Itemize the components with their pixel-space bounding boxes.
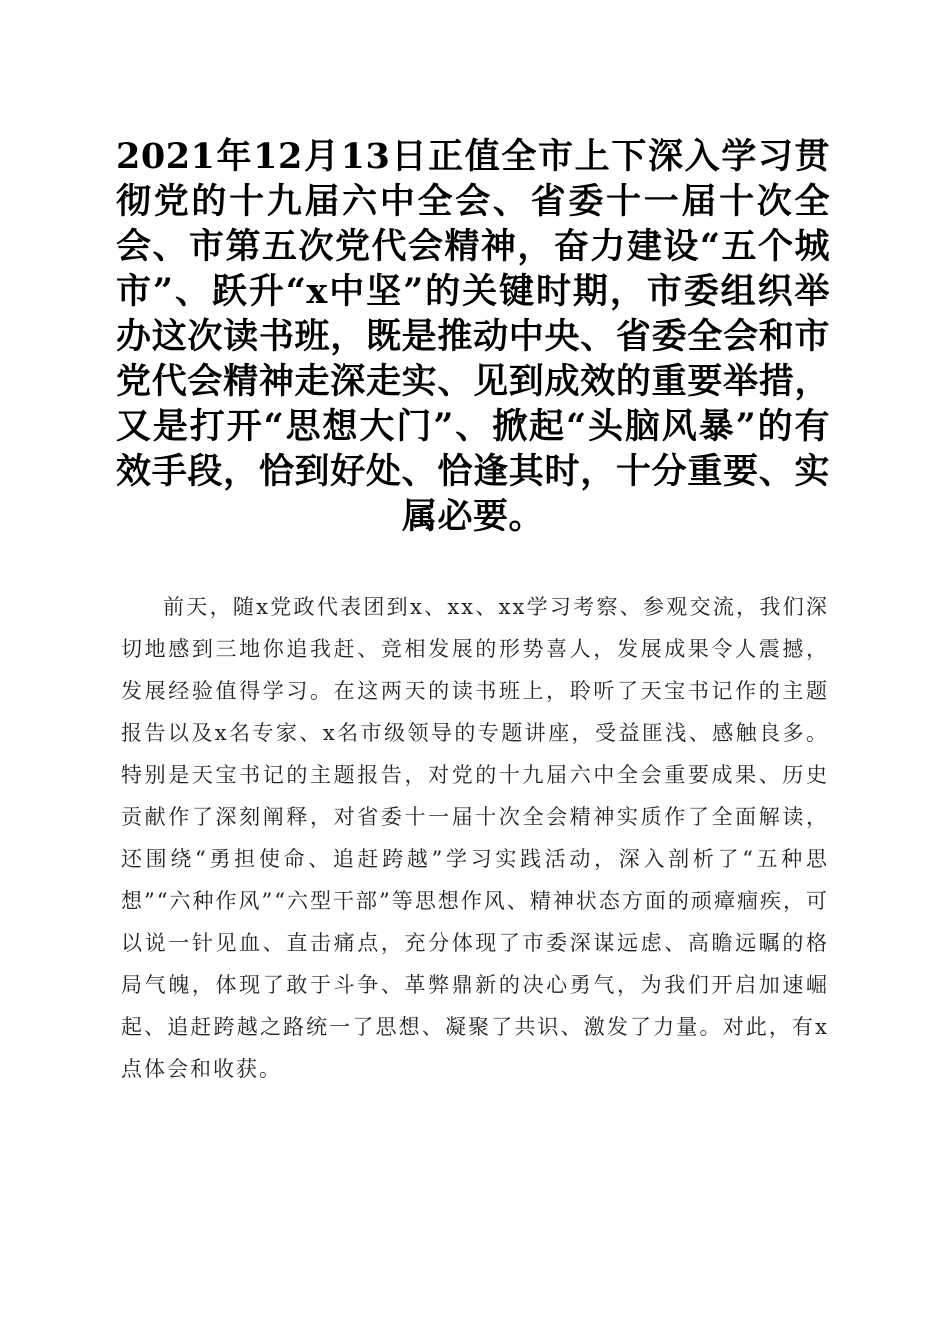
document-title: 2021年12月13日正值全市上下深入学习贯彻党的十九届六中全会、省委十一届十次全会、市第五次党代会精神，奋力建设“五个城市”、跃升“x中坚”的关键时期，市委组织举办这次读书班，既是推动中央、省委全会和市党代会精神走深走实、见到成效的重要举措，又是打开“思想大门”、掀起“头脑风暴”的有效手段，恰到好处、恰逢其时，十分重要、实属必要。 — [116, 136, 830, 537]
body-paragraph: 前天，随x党政代表团到x、xx、xx学习考察、参观交流，我们深切地感到三地你追我赶、竞相发展的形势喜人，发展成果令人震撼，发展经验值得学习。在这两天的读书班上，聆听了天宝书记作的主题报告以及x名专家、x名市级领导的专题讲座，受益匪浅、感触良多。特别是天宝书记的主题报告，对党的十九届六中全会重要成果、历史贡献作了深刻阐释，对省委十一届十次全会精神实质作了全面解读，还围绕“勇担使命、追赶跨越”学习实践活动，深入剖析了“五种思想”“六种作风”“六型干部”等思想作风、精神状态方面的顽瘴痼疾，可以说一针见血、直击痛点，充分体现了市委深谋远虑、高瞻远瞩的格局气魄，体现了敢于斗争、革弊鼎新的决心勇气，为我们开启加速崛起、追赶跨越之路统一了思想、凝聚了共识、激发了力量。对此，有x点体会和收获。 — [121, 595, 829, 1081]
